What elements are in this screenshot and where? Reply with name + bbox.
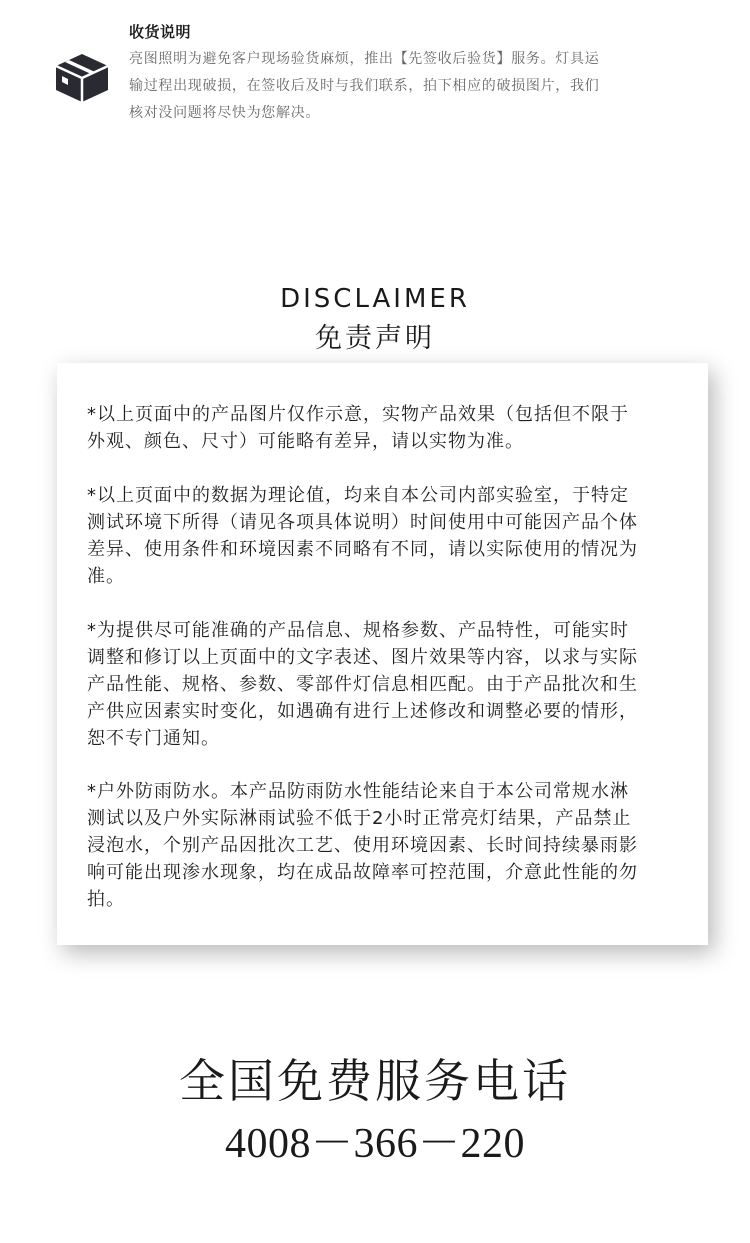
paragraph-line: 拍。 xyxy=(87,889,125,910)
paragraph-line: *为提供尽可能准确的产品信息、规格参数、产品特性，可能实时 xyxy=(87,620,629,641)
paragraph-line: 差异、使用条件和环境因素不同略有不同，请以实际使用的情况为 xyxy=(87,539,638,560)
disclaimer-paragraph xyxy=(87,482,697,590)
paragraph-line: 外观、颜色、尺寸）可能略有差异，请以实物为准。 xyxy=(87,431,524,452)
package-box-icon xyxy=(54,52,110,104)
disclaimer-paragraph xyxy=(87,778,697,913)
paragraph-line: 调整和修订以上页面中的文字表述、图片效果等内容，以求与实际 xyxy=(87,647,638,668)
receipt-line: 核对没问题将尽快为您解决。 xyxy=(129,105,321,121)
receipt-line: 输过程出现破损，在签收后及时与我们联系，拍下相应的破损图片，我们 xyxy=(129,78,600,94)
paragraph-line: 响可能出现渗水现象，均在成品故障率可控范围，介意此性能的勿 xyxy=(87,862,638,883)
paragraph-line: 产供应因素实时变化，如遇确有进行上述修改和调整必要的情形， xyxy=(87,701,638,722)
disclaimer-paragraph xyxy=(87,617,697,752)
receipt-title: 收货说明 xyxy=(129,23,192,41)
receipt-line: 亮图照明为避免客户现场验货麻烦，推出【先签收后验货】服务。灯具运 xyxy=(129,51,600,67)
paragraph-line: *以上页面中的产品图片仅作示意，实物产品效果（包括但不限于 xyxy=(87,404,629,425)
disclaimer-title-cn: 免责声明 xyxy=(315,323,435,354)
receipt-description xyxy=(129,46,701,127)
disclaimer-paragraph xyxy=(87,401,697,455)
paragraph-line: 测试环境下所得（请见各项具体说明）时间使用中可能因产品个体 xyxy=(87,512,638,533)
hotline-title: 全国免费服务电话 xyxy=(179,1054,571,1108)
paragraph-line: 产品性能、规格、参数、零部件灯信息相匹配。由于产品批次和生 xyxy=(87,674,638,695)
paragraph-line: *以上页面中的数据为理论值，均来自本公司内部实验室，于特定 xyxy=(87,485,629,506)
paragraph-line: 浸泡水，个别产品因批次工艺、使用环境因素、长时间持续暴雨影 xyxy=(87,835,638,856)
paragraph-line: 准。 xyxy=(87,566,125,587)
paragraph-line: 恕不专门通知。 xyxy=(87,728,220,749)
paragraph-line: *户外防雨防水。本产品防雨防水性能结论来自于本公司常规水淋 xyxy=(87,781,629,802)
paragraph-line: 测试以及户外实际淋雨试验不低于2小时正常亮灯结果，产品禁止 xyxy=(87,808,632,829)
disclaimer-title-en: DISCLAIMER xyxy=(280,284,470,314)
hotline-phone-number[interactable]: 4008－366－220 xyxy=(224,1121,525,1167)
